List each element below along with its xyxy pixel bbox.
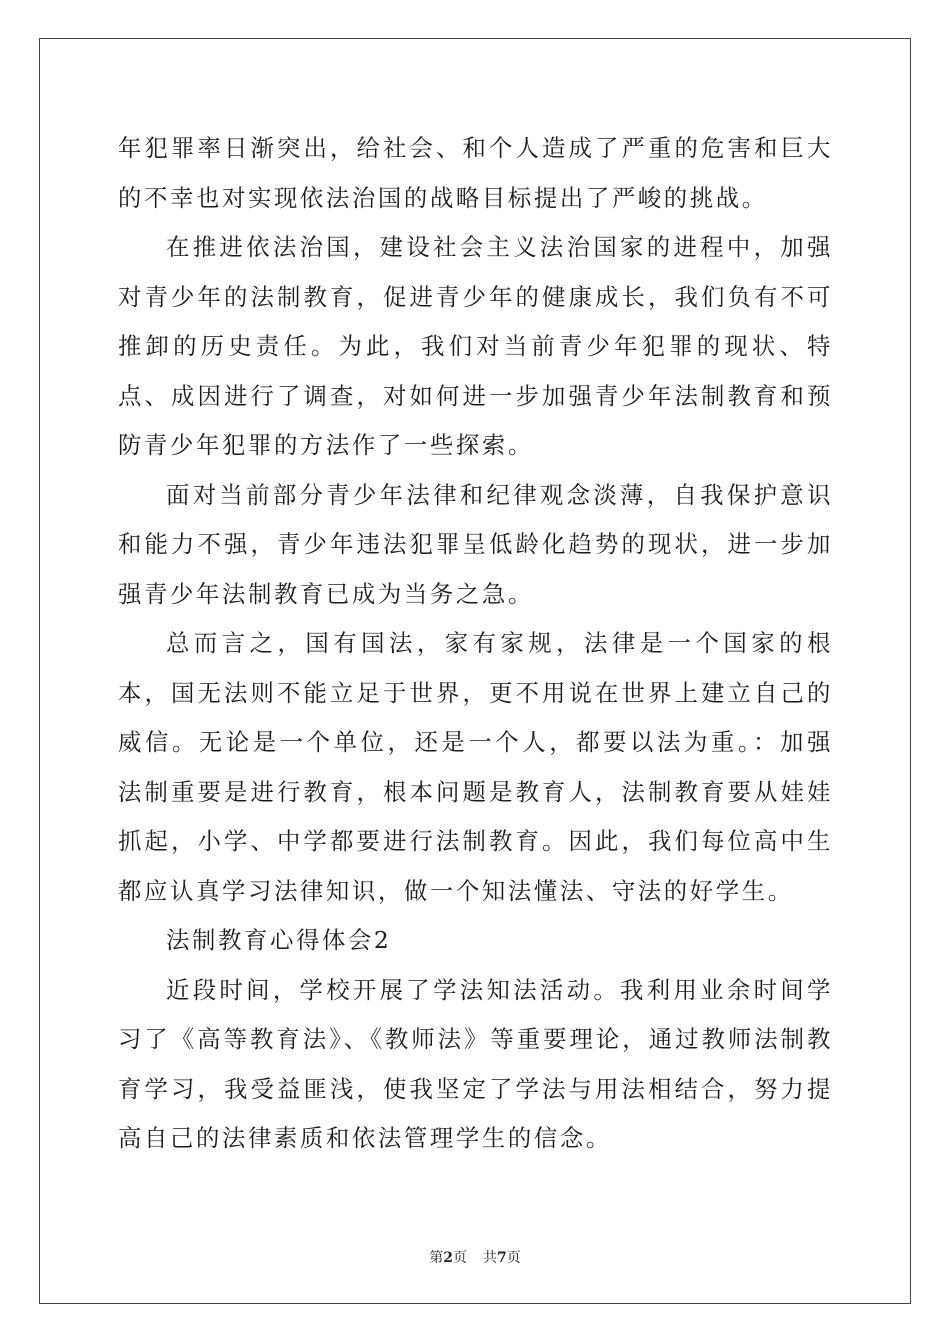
paragraph-3: 面对当前部分青少年法律和纪律观念淡薄，自我保护意识和能力不强，青少年违法犯罪呈低龄化趋势的现状，进一步加强青少年法制教育已成为当务之急。 xyxy=(118,480,833,608)
page-prefix: 第 xyxy=(429,1250,444,1266)
page-suffix: 页 xyxy=(453,1250,467,1266)
section-heading: 法制教育心得体会2 xyxy=(166,926,392,954)
total-suffix: 页 xyxy=(506,1250,521,1266)
total-pages: 7 xyxy=(497,1250,507,1266)
paragraph-5: 近段时间，学校开展了学法知法活动。我利用业余时间学习了《高等教育法》、《教师法》等重要理论，通过教师法制教育学习，我受益匪浅，使我坚定了学法与用法相结合，努力提高自己的法律素质和依法管理学生的信念。 xyxy=(118,975,833,1152)
page-number: 2 xyxy=(443,1250,453,1266)
total-prefix: 共 xyxy=(483,1250,497,1266)
document-body xyxy=(118,124,833,1164)
page-footer xyxy=(0,1247,950,1267)
paragraph-4: 总而言之，国有国法，家有家规，法律是一个国家的根本，国无法则不能立足于世界，更不用说在世界上建立自己的威信。无论是一个单位，还是一个人，都要以法为重。：加强法制重要是进行教育，根本问题是教育人，法制教育要从娃娃抓起，小学、中学都要进行法制教育。因此，我们每位高中生都应认真学习法律知识，做一个知法懂法、守法的好学生。 xyxy=(118,629,833,905)
paragraph-2: 在推进依法治国，建设社会主义法治国家的进程中，加强对青少年的法制教育，促进青少年的健康成长，我们负有不可推卸的历史责任。为此，我们对当前青少年犯罪的现状、特点、成因进行了调查，对如何进一步加强青少年法制教育和预防青少年犯罪的方法作了一些探索。 xyxy=(118,233,833,459)
paragraph-1: 年犯罪率日渐突出，给社会、和个人造成了严重的危害和巨大的不幸也对实现依法治国的战略目标提出了严峻的挑战。 xyxy=(118,134,833,212)
